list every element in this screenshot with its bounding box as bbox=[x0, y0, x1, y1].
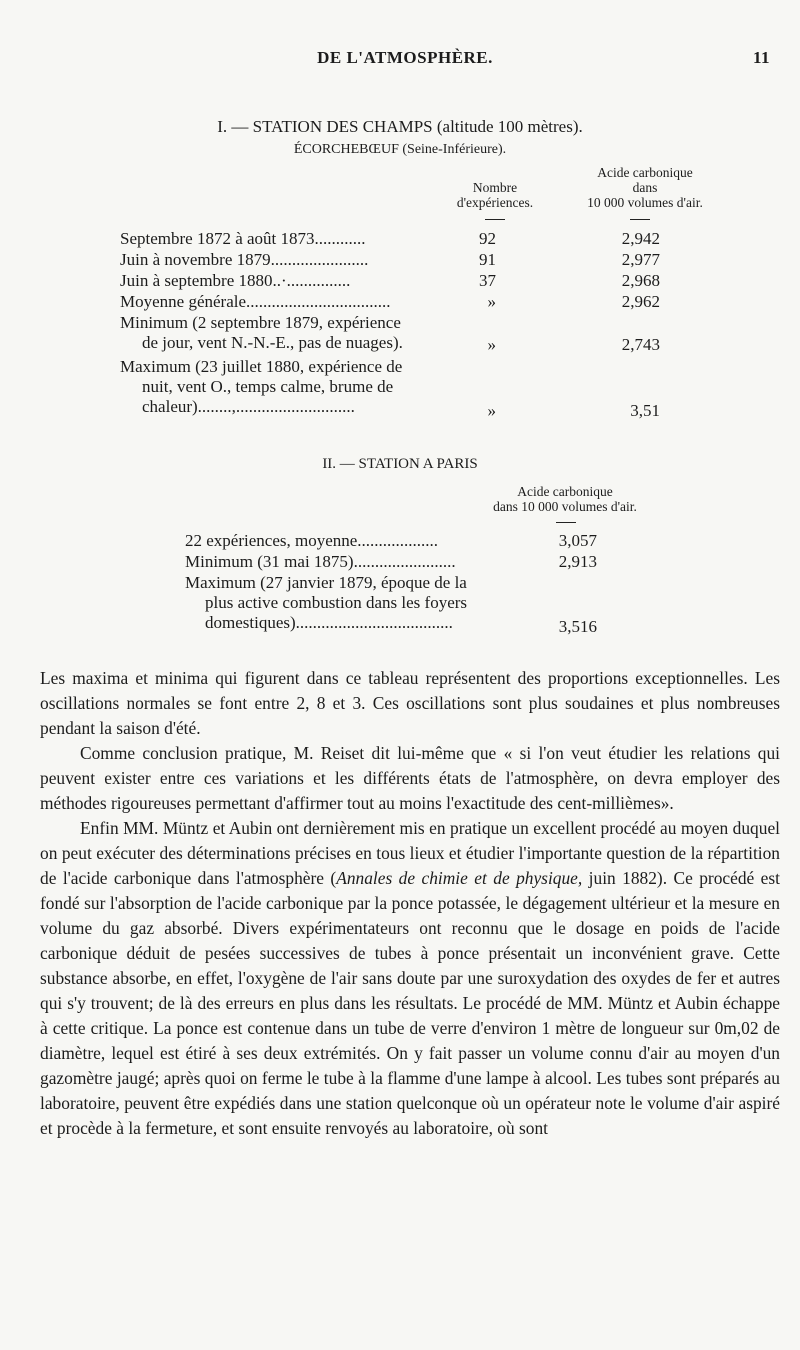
acid-header-line: Acide carbonique bbox=[597, 165, 693, 180]
table-row bbox=[185, 552, 456, 572]
running-head-title: DE L'ATMOSPHÈRE. bbox=[317, 48, 493, 67]
row-count: » bbox=[487, 292, 496, 311]
row-value: 2,968 bbox=[621, 271, 660, 290]
row-label: 22 expériences, moyenne................... bbox=[185, 531, 439, 550]
row-count: 91 bbox=[479, 250, 496, 269]
acid-header-line: dans 10 000 volumes d'air. bbox=[493, 499, 637, 514]
table-row bbox=[120, 229, 366, 249]
table-row bbox=[185, 573, 467, 633]
journal-title: Annales de chimie et de physique, bbox=[336, 868, 583, 888]
row-label: chaleur)........,............................ bbox=[142, 397, 355, 416]
header-dash bbox=[556, 522, 576, 523]
running-head bbox=[40, 48, 770, 76]
paragraph-text: juin 1882). Ce procédé est fondé sur l'absorption de l'acide carbonique par la ponce potassée, le dégagement ultérieur et la mesure en volume du gaz absorbé. Divers expérimentateurs ont reconnu que le dosage en poids de l'acide carbonique déduit de pesées successives de tubes à ponce présentait un inconvénient grave. Cette substance absorbe, en effet, l'oxygène de l'air sans doute par une suroxydation des oxydes de fer et autres qui s'y trouvent; de là des erreurs en plus dans les résultats. Le procédé de MM. Müntz et Aubin échappe à cette critique. La ponce est contenue dans un tube de verre d'environ 1 mètre de longueur sur 0m,02 de diamètre, lequel est étiré à ses deux extrémités. On y fait passer un volume connu d'air au moyen d'un gazomètre jaugé; après quoi on ferme le tube à la flamme d'une lampe à alcool. Les tubes sont préparés au laboratoire, peuvent être expédiés dans une station quelconque où un opérateur note le volume d'air aspiré et procède à la fermeture, et sont ensuite renvoyés au laboratoire, où sont bbox=[40, 868, 780, 1138]
table-row bbox=[120, 357, 402, 417]
section2-header bbox=[460, 484, 670, 514]
count-header-line: d'expériences. bbox=[456, 195, 534, 210]
row-count: 37 bbox=[479, 271, 496, 290]
table-row bbox=[185, 531, 438, 551]
paragraph bbox=[40, 816, 780, 1141]
header-dash bbox=[630, 219, 650, 220]
row-label: Maximum (23 juillet 1880, expérience de bbox=[120, 357, 403, 376]
table-row bbox=[120, 271, 350, 291]
body-text bbox=[40, 666, 780, 1141]
acid-header-line: Acide carbonique bbox=[517, 484, 613, 499]
row-value: 2,977 bbox=[621, 250, 660, 269]
section1-acid-header bbox=[560, 165, 730, 210]
section1-table bbox=[120, 229, 680, 449]
row-label: Juin à septembre 1880..·............... bbox=[120, 271, 351, 290]
table-row bbox=[120, 292, 391, 312]
paragraph: Les maxima et minima qui figurent dans ce tableau représentent des proportions exceptionnelles. Les oscillations normales se font entre 2, 8 et 3. Ces oscillations sont plus soudaines et plus nombreuses pendant la saison d'été. bbox=[40, 668, 780, 738]
row-value: 2,942 bbox=[621, 229, 660, 248]
row-value: 2,913 bbox=[558, 552, 597, 571]
row-label: Moyenne générale.................................. bbox=[120, 292, 391, 311]
row-label: domestiques)..................................... bbox=[205, 613, 453, 632]
row-value: 2,962 bbox=[621, 292, 660, 311]
row-label: Juin à novembre 1879....................... bbox=[120, 250, 369, 269]
row-value: 2,743 bbox=[621, 335, 660, 354]
section1-count-header bbox=[440, 180, 550, 210]
row-label: plus active combustion dans les foyers bbox=[205, 593, 468, 612]
table-row bbox=[120, 313, 403, 353]
section2-title: II. — STATION A PARIS bbox=[322, 456, 478, 472]
header-dash bbox=[485, 219, 505, 220]
row-label: Minimum (31 mai 1875)........................ bbox=[185, 552, 456, 571]
acid-header-line: 10 000 volumes d'air. bbox=[587, 195, 703, 210]
section1-subtitle: ÉCORCHEBŒUF (Seine-Inférieure). bbox=[293, 142, 507, 157]
table-row bbox=[120, 250, 368, 270]
row-value: 3,516 bbox=[558, 617, 597, 636]
row-label: Minimum (2 septembre 1879, expérience bbox=[120, 313, 401, 332]
row-count: » bbox=[487, 335, 496, 354]
section2-table bbox=[185, 531, 635, 646]
row-value: 3,057 bbox=[558, 531, 597, 550]
row-label: Maximum (27 janvier 1879, époque de la bbox=[185, 573, 467, 592]
row-value: 3,51 bbox=[630, 401, 660, 420]
paragraph: Comme conclusion pratique, M. Reiset dit lui-même que « si l'on veut étudier les relations qui peuvent exister entre ces variations et les différents états de l'atmosphère, on devra employer des méthodes rigoureuses permettant d'affirmer tout au moins l'exactitude des cent-millièmes». bbox=[40, 743, 780, 813]
row-label: Septembre 1872 à août 1873............ bbox=[120, 229, 366, 248]
count-header-line: Nombre bbox=[472, 180, 518, 195]
row-label: de jour, vent N.-N.-E., pas de nuages). bbox=[142, 333, 403, 352]
paragraph-text: Enfin MM. Müntz et Aubin ont dernièrement mis en pratique un excellent procédé au moyen duquel on peut exécuter des déterminations précises en tous lieux et étudier l'importante question de la répartition de l'acide carbonique dans l'atmosphère ( bbox=[40, 818, 780, 888]
section1-title: I. — STATION DES CHAMPS (altitude 100 mètres). bbox=[217, 117, 583, 136]
row-label: nuit, vent O., temps calme, brume de bbox=[142, 377, 394, 396]
row-count: 92 bbox=[479, 229, 496, 248]
row-count: » bbox=[487, 401, 496, 420]
page-number: 11 bbox=[752, 48, 770, 67]
acid-header-line: dans bbox=[632, 180, 658, 195]
